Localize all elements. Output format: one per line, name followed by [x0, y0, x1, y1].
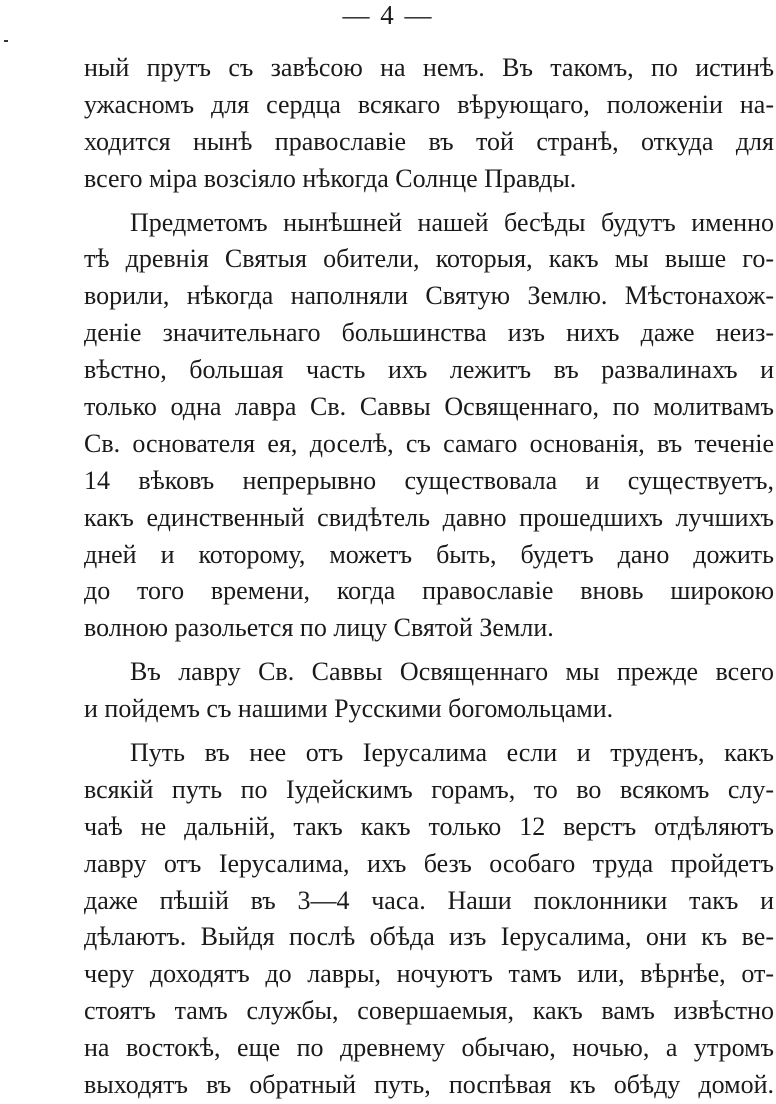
text-line: Въ лавру Св. Саввы Освященнаго мы прежде всего [130, 657, 774, 687]
text-line: деніе значительнаго большинства изъ нихъ даже неиз- [84, 318, 774, 348]
text-line: тѣ древнія Святыя обители, которыя, какъ мы выше го- [84, 244, 774, 274]
paragraph-gap [84, 198, 774, 205]
text-line: Св. основателя ея, доселѣ, съ самаго основанія, въ теченіе [84, 428, 774, 458]
text-line: стоятъ тамъ службы, совершаемыя, какъ вамъ извѣстно [84, 996, 774, 1026]
text-line: ный прутъ съ завѣсою на немъ. Въ такомъ, по истинѣ [84, 53, 774, 82]
text-line: ходится нынѣ православіе въ той странѣ, откуда для [84, 126, 774, 156]
text-line: 14 вѣковъ непрерывно существовала и существуетъ, [84, 465, 774, 495]
body-text [84, 50, 774, 1104]
text-line: до того времени, когда православіе вновь широкою [84, 576, 774, 606]
text-line: и пойдемъ съ нашими Русскими богомольцами. [84, 694, 614, 724]
text-line: волною разольется по лицу Святой Земли. [84, 613, 554, 643]
text-line: на востокѣ, еще по древнему обычаю, ночью, а утромъ [84, 1033, 774, 1063]
paragraph-gap [84, 728, 774, 735]
text-line: выходятъ въ обратный путь, поспѣвая къ обѣду домой. [84, 1070, 774, 1100]
text-line: дней и которому, можетъ быть, будетъ дано дожить [84, 539, 774, 569]
text-line: черу доходятъ до лавры, ночуютъ тамъ или, вѣрнѣе, от- [84, 959, 774, 989]
text-line: Путь въ нее отъ Іерусалима если и труденъ, какъ [130, 738, 774, 768]
text-line: вѣстно, большая часть ихъ лежитъ въ развалинахъ и [84, 355, 774, 385]
text-line: ворили, нѣкогда наполняли Святую Землю. Мѣстонахож- [84, 281, 774, 311]
paragraph-gap [84, 647, 774, 654]
page-number: — 4 — [342, 0, 434, 30]
text-line: какъ единственный свидѣтель давно прошедшихъ лучшихъ [84, 502, 774, 532]
text-line: лавру отъ Іерусалима, ихъ безъ особаго труда пройдетъ [84, 848, 774, 878]
text-line: даже пѣшій въ 3—4 часа. Наши поклонники такъ и [84, 885, 774, 915]
text-line: дѣлаютъ. Выйдя послѣ обѣда изъ Іерусалима, они къ ве- [84, 922, 774, 952]
text-line: только одна лавра Св. Саввы Освященнаго, по молитвамъ [84, 392, 774, 422]
text-line: всего міра возсіяло нѣкогда Солнце Правды. [84, 163, 577, 193]
text-line: Предметомъ нынѣшней нашей бесѣды будутъ именно [130, 207, 774, 237]
text-line: чаѣ не дальній, такъ какъ только 12 верстъ отдѣляютъ [84, 811, 774, 841]
text-line: ужасномъ для сердца всякаго вѣрующаго, положеніи на- [84, 89, 774, 119]
margin-mark [4, 40, 8, 42]
text-line: всякій путь по Іудейскимъ горамъ, то во всякомъ слу- [84, 774, 774, 804]
